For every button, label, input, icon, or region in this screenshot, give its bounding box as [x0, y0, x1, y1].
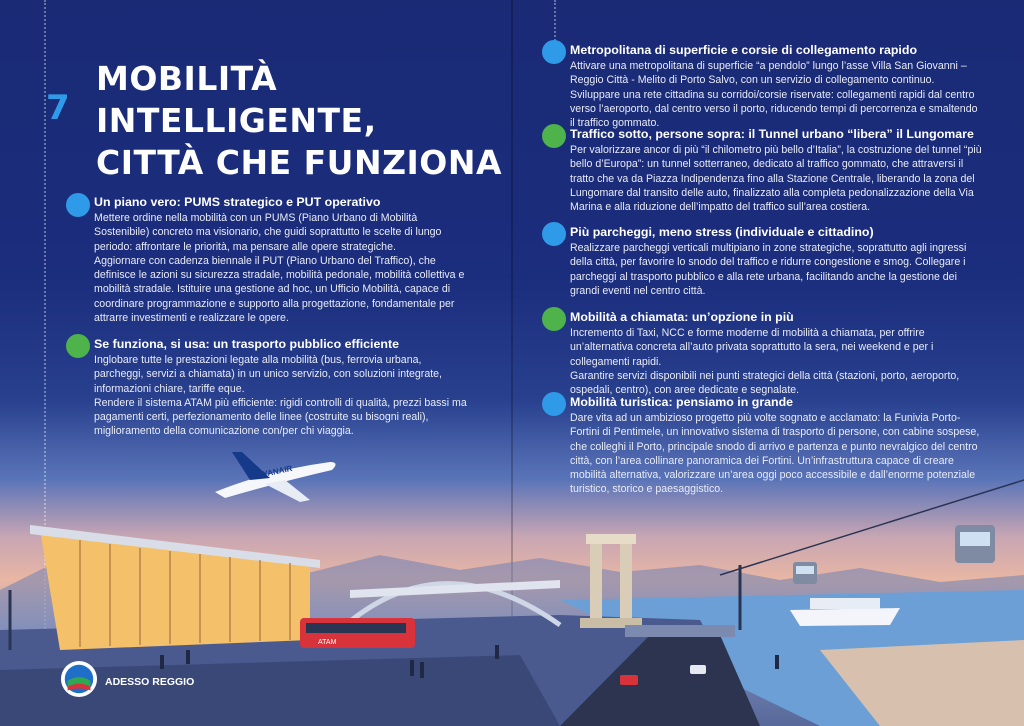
- title-line: INTELLIGENTE,: [96, 101, 377, 140]
- car: [620, 675, 638, 685]
- section-title: Mobilità turistica: pensiamo in grande: [570, 395, 794, 409]
- section-title: Metropolitana di superficie e corsie di collegamento rapido: [570, 43, 918, 57]
- section-title: Più parcheggi, meno stress (individuale e cittadino): [570, 225, 874, 239]
- section-bullet: [542, 124, 566, 148]
- section-on-demand: [570, 310, 982, 397]
- section-tunnel: [570, 127, 982, 214]
- section-title: Se funziona, si usa: un trasporto pubblico efficiente: [94, 337, 399, 351]
- airplane: [215, 452, 336, 502]
- section-bullet: [542, 222, 566, 246]
- airplane-livery: RYANAIR: [256, 463, 294, 480]
- section-body: [570, 326, 982, 397]
- section-paragraph: Per valorizzare ancor di più “il chilometro più bello d’Italia”, la costruzione del tunnel “più bello d’Europa”: un tunnel sotterraneo, dedicato al traffico gommato, che attraversi il tratto che va da Piazza Indipendenza fino alla Stazione Centrale, liberando la zona del Lungomare dal transito delle auto, finalizzato alla completa pedonalizzazione della Via Marina e alla riduzione dell’impatto del traffico sull’area costiera.: [570, 144, 982, 214]
- section-parking: [570, 225, 982, 298]
- section-paragraph: Mettere ordine nella mobilità con un PUMS (Piano Urbano di Mobilità Sostenibile) concreto ma visionario, che guidi soprattutto le scelte di lungo periodo: affrontare le priorità, ma pensare alle opere strategiche.: [94, 212, 442, 253]
- cable-car: [955, 525, 995, 563]
- section-paragraph: Incremento di Taxi, NCC e forme moderne di mobilità a chiamata, per offrire un’alternativa concreta all’auto privata soprattutto la sera, nei weekend e per i collegamenti rapidi.: [570, 327, 934, 368]
- section-paragraph: Realizzare parcheggi verticali multipiano in zone strategiche, soprattutto agli ingressi della città, per favorire lo snodo del traffico e ridurre congestione e smog. Collegare i parcheggi al trasporto pubblico e alla rete urbana, facilitando anche la gestione dei grandi eventi nel centro città.: [570, 242, 967, 297]
- page-title: [96, 58, 502, 184]
- section-paragraph: Garantire servizi disponibili nei punti strategici della città (stazioni, porto, aeroporto, ospedali, centro), con aree dedicate e segnalate.: [570, 369, 960, 397]
- section-paragraph: Inglobare tutte le prestazioni legate alla mobilità (bus, ferrovia urbana, parcheggi, servizi a chiamata) in un unico servizio, con soluzioni integrate, informazioni chiare, tariffe eque.: [94, 354, 443, 395]
- section-body: [94, 211, 470, 325]
- section-paragraph: Attivare una metropolitana di superficie “a pendolo” lungo l’asse Villa San Giovanni – Reggio Città - Melito di Porto Salvo, con un servizio di collegamento continuo. Sviluppare una rete cittadina su corridoi/corsie riservate: collegamenti rapidi dal centro verso l’aeroporto, dal centro verso il porto, riducendo tempi di percorrenza e smaltendo il traffico gommato.: [570, 60, 978, 130]
- section-body: [570, 143, 982, 214]
- section-public-transport: [94, 337, 470, 439]
- tunnel-entrance: [625, 625, 735, 637]
- section-bullet: [542, 40, 566, 64]
- section-bullet: [542, 392, 566, 416]
- section-paragraph: Rendere il sistema ATAM più efficiente: rigidi controlli di qualità, prezzi bassi ma pagamenti certi, perfezionamento delle linee (costruite su bisogni reali), miglioramento della comunicazione con/per chi viaggia.: [94, 396, 467, 438]
- section-bullet: [542, 307, 566, 331]
- section-body: [570, 241, 982, 298]
- section-paragraph: Aggiornare con cadenza biennale il PUT (Piano Urbano del Traffico), che definisce le azioni su sicurezza stradale, mobilità pedonale, mobilità collettiva e mobilità stradale. Istituire una gestione ad hoc, un Ufficio Mobilità, capace di coordinare programmazione e supporto alla progettazione, fondamentale per attrarre investimenti e realizzare le opere.: [94, 254, 465, 325]
- bus: [300, 618, 415, 648]
- brand-name: ADESSO REGGIO: [105, 676, 195, 688]
- bus-sign: ATAM: [318, 639, 337, 646]
- section-title: Traffico sotto, persone sopra: il Tunnel urbano “libera” il Lungomare: [570, 127, 974, 141]
- section-body: [94, 353, 470, 439]
- section-title: Mobilità a chiamata: un’opzione in più: [570, 310, 794, 324]
- section-body: [570, 59, 982, 130]
- title-line: MOBILITÀ: [96, 59, 278, 98]
- page-number: 7: [46, 88, 70, 128]
- section-paragraph: Dare vita ad un ambizioso progetto più volte sognato e acclamato: la Funivia Porto-Fortini di Pentimele, un innovativo sistema di trasporto di persone, con cabine sospese, che colleghi il Porto, principale snodo di arrivo e partenza e punto nevralgico del centro città, con l’area collinare panoramica dei Fortini. Un’infrastruttura capace di creare mobilità alternativa, valorizzare un’area oggi poco accessibile e dall’enorme potenziale turistico, storico e paesaggistico.: [570, 412, 980, 496]
- title-line: CITTÀ CHE FUNZIONA: [96, 143, 502, 182]
- forza-italia-logo: [60, 660, 98, 698]
- car: [690, 665, 706, 674]
- section-metro: [570, 43, 982, 130]
- section-bullet: [66, 334, 90, 358]
- cable-car: [793, 562, 817, 584]
- section-bullet: [66, 193, 90, 217]
- section-title: Un piano vero: PUMS strategico e PUT operativo: [94, 195, 381, 209]
- station-building: [30, 525, 320, 650]
- section-pums: [94, 195, 470, 325]
